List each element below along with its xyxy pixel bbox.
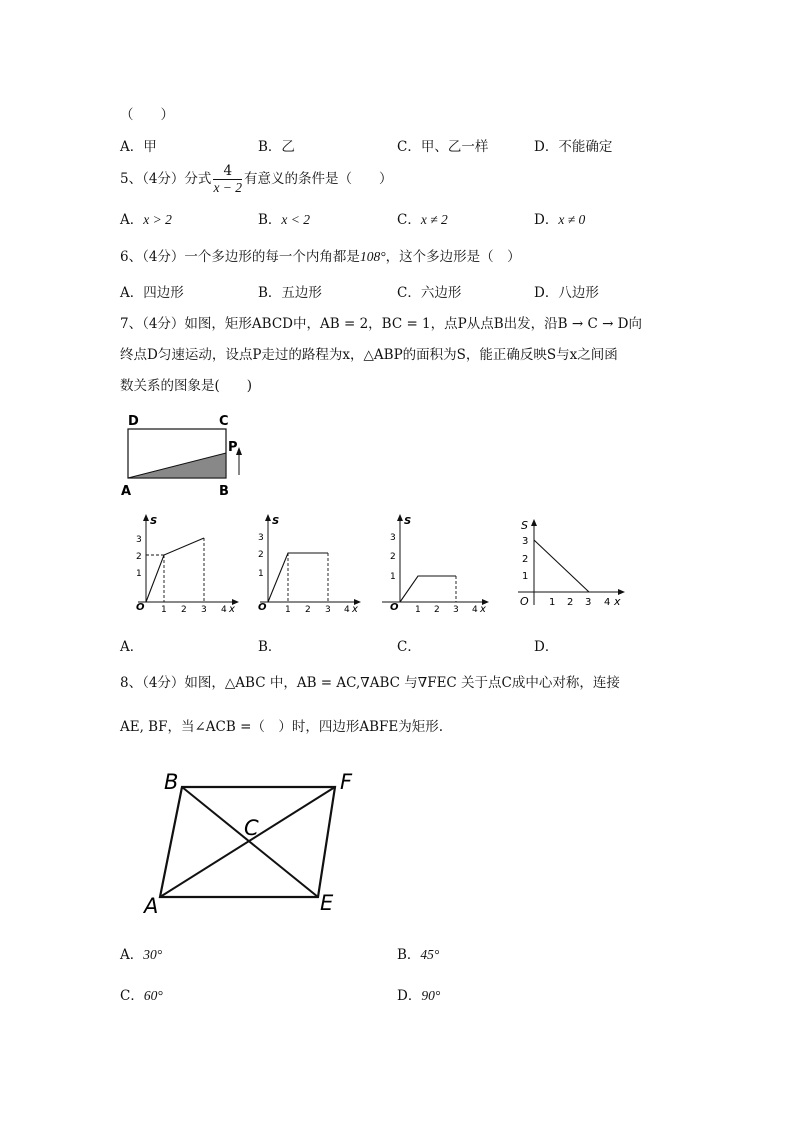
option-text: 60° bbox=[143, 988, 163, 1003]
q4-option-c[interactable] bbox=[397, 135, 488, 155]
q8-option-d[interactable] bbox=[397, 984, 440, 1004]
q5-option-d[interactable] bbox=[534, 208, 585, 228]
svg-text:1: 1 bbox=[136, 569, 142, 579]
shaded-triangle-abp bbox=[128, 453, 226, 478]
q6-angle: 108° bbox=[359, 249, 386, 264]
svg-text:4: 4 bbox=[472, 605, 478, 615]
option-text: 五边形 bbox=[281, 285, 322, 301]
svg-text:3: 3 bbox=[201, 605, 207, 615]
svg-text:3: 3 bbox=[136, 535, 142, 545]
option-text: 甲 bbox=[143, 139, 157, 155]
q4-option-b[interactable] bbox=[258, 135, 295, 155]
q6-stem bbox=[120, 245, 521, 265]
option-text: 乙 bbox=[281, 139, 295, 155]
option-letter: A． bbox=[120, 212, 144, 228]
svg-text:2: 2 bbox=[181, 605, 187, 615]
option-text: 30° bbox=[143, 947, 163, 962]
option-letter: B． bbox=[258, 212, 282, 228]
segment-be bbox=[182, 787, 318, 897]
svg-text:x: x bbox=[352, 604, 358, 615]
option-letter: D． bbox=[534, 139, 559, 155]
q8-option-c[interactable] bbox=[120, 984, 163, 1004]
option-text: x ≠ 2 bbox=[420, 212, 448, 227]
option-letter: B． bbox=[258, 139, 282, 155]
svg-text:1: 1 bbox=[258, 569, 264, 579]
svg-text:O: O bbox=[136, 602, 145, 613]
label-a: A bbox=[144, 894, 159, 918]
svg-text:4: 4 bbox=[604, 597, 611, 608]
option-letter: C． bbox=[397, 285, 421, 301]
q7-rectangle-figure bbox=[115, 405, 255, 500]
q7-stem-line1: 7、（4分）如图，矩形ABCD中，AB = 2，BC = 1，点P从点B出发，沿B → C → D向 bbox=[120, 316, 643, 332]
label-b: B bbox=[219, 484, 229, 499]
q7-stem-line2: 终点D匀速运动，设点P走过的路程为x，△ABP的面积为S，能正确反映S与x之间函 bbox=[120, 347, 618, 363]
q6-suffix: ，这个多边形是（ ） bbox=[385, 249, 521, 265]
q7-graph-b bbox=[244, 510, 364, 615]
svg-text:1: 1 bbox=[522, 571, 529, 582]
svg-text:3: 3 bbox=[325, 605, 331, 615]
option-letter: D． bbox=[397, 988, 422, 1004]
q6-prefix: 6、（4分）一个多边形的每一个内角都是 bbox=[120, 249, 360, 265]
label-p: P bbox=[228, 440, 238, 455]
option-text: x ≠ 0 bbox=[558, 212, 586, 227]
label-d: D bbox=[128, 414, 139, 429]
q7-graph-d bbox=[512, 515, 632, 610]
option-text: 45° bbox=[420, 947, 440, 962]
label-b: B bbox=[164, 770, 179, 794]
option-letter: A． bbox=[120, 139, 144, 155]
svg-text:2: 2 bbox=[136, 552, 142, 562]
q7-stem-line3: 数关系的图象是( ) bbox=[120, 378, 253, 394]
option-text: x > 2 bbox=[143, 212, 172, 227]
svg-text:2: 2 bbox=[258, 550, 264, 560]
q6-option-b[interactable] bbox=[258, 281, 322, 301]
svg-text:S: S bbox=[521, 519, 528, 532]
q6-option-d[interactable] bbox=[534, 281, 599, 301]
graph-b-line bbox=[268, 553, 328, 602]
q8-stem-line1: 8、（4分）如图，△ABC 中，AB = AC,∇ABC 与∇FEC 关于点C成中心对称，连接 bbox=[120, 675, 620, 691]
q5-fraction bbox=[213, 163, 242, 196]
option-letter: A． bbox=[120, 947, 144, 963]
fraction-denominator: x − 2 bbox=[213, 180, 243, 195]
q5-option-b[interactable] bbox=[258, 208, 310, 228]
svg-text:4: 4 bbox=[344, 605, 350, 615]
svg-text:3: 3 bbox=[585, 597, 592, 608]
option-text: 90° bbox=[421, 988, 441, 1003]
q5-prefix: 5、（4分）分式 bbox=[120, 171, 212, 187]
svg-text:2: 2 bbox=[305, 605, 311, 615]
option-text: 甲、乙一样 bbox=[420, 139, 489, 155]
q7-option-b[interactable]: B． bbox=[258, 639, 282, 655]
option-letter: C． bbox=[120, 988, 144, 1004]
label-e: E bbox=[320, 891, 334, 915]
option-letter: D． bbox=[534, 212, 559, 228]
svg-text:3: 3 bbox=[258, 533, 264, 543]
option-letter: D． bbox=[534, 285, 559, 301]
svg-text:1: 1 bbox=[285, 605, 291, 615]
graph-c-line bbox=[400, 576, 456, 602]
label-a: A bbox=[121, 484, 132, 499]
svg-text:x: x bbox=[614, 595, 621, 608]
q7-option-a[interactable]: A． bbox=[120, 639, 144, 655]
option-text: x < 2 bbox=[281, 212, 311, 227]
svg-text:3: 3 bbox=[453, 605, 459, 615]
svg-text:O: O bbox=[258, 602, 267, 613]
graph-d-line bbox=[534, 540, 589, 592]
option-letter: A． bbox=[120, 285, 144, 301]
option-text: 四边形 bbox=[143, 285, 184, 301]
svg-text:2: 2 bbox=[390, 552, 396, 562]
svg-text:1: 1 bbox=[390, 572, 396, 582]
q6-option-c[interactable] bbox=[397, 281, 461, 301]
svg-text:2: 2 bbox=[522, 554, 529, 565]
label-c: C bbox=[244, 816, 259, 840]
svg-text:2: 2 bbox=[434, 605, 440, 615]
q5-suffix: 有意义的条件是（ ） bbox=[244, 171, 393, 187]
q7-graph-a bbox=[122, 510, 242, 615]
fraction-numerator: 4 bbox=[213, 163, 242, 180]
svg-text:x: x bbox=[229, 604, 235, 615]
svg-text:1: 1 bbox=[415, 605, 421, 615]
q4-option-a[interactable] bbox=[120, 135, 157, 155]
option-text: 六边形 bbox=[420, 285, 462, 301]
q7-graph-c bbox=[376, 510, 496, 615]
option-letter: B． bbox=[258, 285, 282, 301]
option-letter: C． bbox=[397, 139, 421, 155]
q4-answer-paren: （ ） bbox=[120, 107, 174, 123]
q4-option-d[interactable] bbox=[534, 135, 612, 155]
option-text: 八边形 bbox=[558, 285, 599, 301]
svg-text:O: O bbox=[520, 595, 529, 608]
segment-fa bbox=[160, 787, 335, 897]
option-letter: B． bbox=[397, 947, 421, 963]
q7-option-d[interactable]: D． bbox=[534, 639, 559, 655]
svg-text:S: S bbox=[272, 516, 280, 527]
q5-option-c[interactable] bbox=[397, 208, 448, 228]
option-letter: C． bbox=[397, 212, 421, 228]
svg-text:3: 3 bbox=[390, 533, 396, 543]
q7-option-c[interactable]: C． bbox=[397, 639, 421, 655]
svg-text:2: 2 bbox=[567, 597, 574, 608]
q6-option-a[interactable] bbox=[120, 281, 184, 301]
q8-quadrilateral-figure bbox=[140, 765, 370, 925]
label-c: C bbox=[219, 414, 229, 429]
q8-option-b[interactable] bbox=[397, 943, 439, 963]
q5-stem bbox=[120, 160, 393, 198]
svg-text:4: 4 bbox=[221, 605, 227, 615]
svg-text:S: S bbox=[404, 516, 412, 527]
svg-text:O: O bbox=[390, 602, 399, 613]
svg-text:1: 1 bbox=[549, 597, 556, 608]
svg-text:3: 3 bbox=[522, 536, 529, 547]
q8-option-a[interactable] bbox=[120, 943, 162, 963]
svg-text:x: x bbox=[480, 604, 486, 615]
q5-option-a[interactable] bbox=[120, 208, 172, 228]
svg-text:1: 1 bbox=[161, 605, 167, 615]
label-f: F bbox=[340, 770, 353, 794]
option-text: 不能确定 bbox=[558, 139, 613, 155]
svg-text:S: S bbox=[150, 516, 158, 527]
graph-a-line bbox=[146, 538, 204, 602]
q8-stem-line2: AE, BF，当∠ACB =（ ）时，四边形ABFE为矩形. bbox=[120, 719, 444, 735]
